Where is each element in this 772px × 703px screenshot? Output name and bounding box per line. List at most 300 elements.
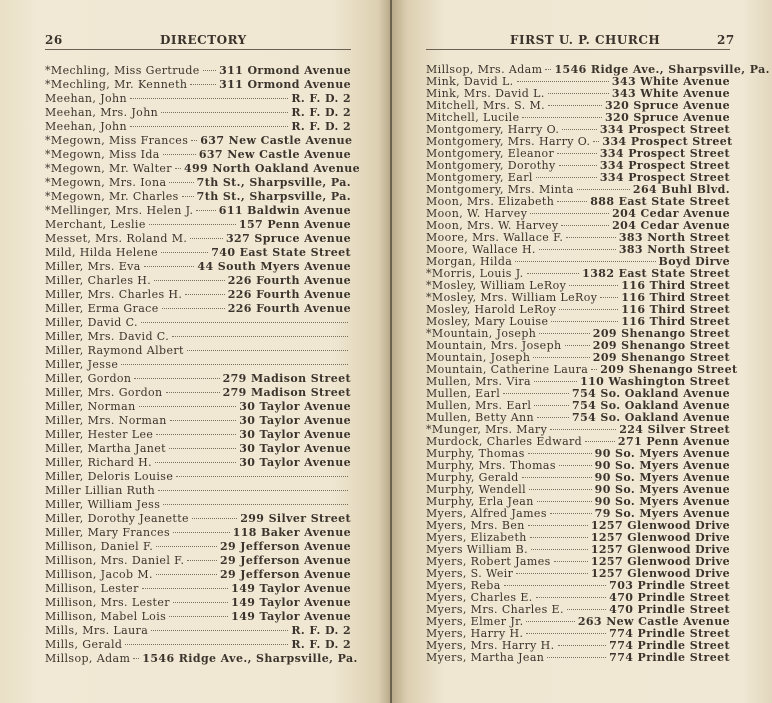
dot-leader xyxy=(504,585,606,586)
entry-name: *Munger, Mrs. Mary xyxy=(426,423,548,436)
directory-entry xyxy=(45,288,351,302)
header-rule xyxy=(45,49,351,50)
entry-name: Miller, Raymond Albert xyxy=(45,344,184,357)
entry-address: 271 Penn Avenue xyxy=(617,435,730,448)
entry-name: Millison, Daniel F. xyxy=(45,540,154,553)
entry-name: *Morris, Louis J. xyxy=(426,267,524,280)
dot-leader xyxy=(517,81,609,82)
entry-address: R. F. D. 2 xyxy=(291,638,351,651)
entry-address: 470 Prindle Street xyxy=(609,591,730,604)
directory-entry xyxy=(45,372,351,386)
entry-name: Mills, Gerald xyxy=(45,638,123,651)
dot-leader xyxy=(169,182,193,183)
dot-leader xyxy=(151,630,288,631)
entry-address: 888 East State Street xyxy=(590,195,730,208)
entry-name: Murdock, Charles Edward xyxy=(426,435,583,448)
entry-address: 754 So. Oakland Avenue xyxy=(572,387,730,400)
entry-name: Miller, Deloris Louise xyxy=(45,470,174,483)
directory-entry xyxy=(45,386,351,400)
entry-address: 343 White Avenue xyxy=(611,87,730,100)
dot-leader xyxy=(533,357,589,358)
entry-address: R. F. D. 2 xyxy=(291,106,351,119)
entry-name: Mink, Mrs. David L. xyxy=(426,87,545,100)
entry-name: Myers, Harry H. xyxy=(426,627,524,640)
directory-entry xyxy=(45,344,351,358)
dot-leader xyxy=(121,364,348,365)
dot-leader xyxy=(534,405,569,406)
dot-leader xyxy=(551,321,618,322)
dot-leader xyxy=(162,308,225,309)
dot-leader xyxy=(539,249,616,250)
entry-address: 149 Taylor Avenue xyxy=(231,596,351,609)
dot-leader xyxy=(175,168,181,169)
dot-leader xyxy=(169,448,236,449)
dot-leader xyxy=(548,105,602,106)
directory-entry xyxy=(45,316,351,330)
entry-name: *Mechling, Mr. Kenneth xyxy=(45,78,188,91)
directory-entry xyxy=(45,204,351,218)
dot-leader xyxy=(547,657,606,658)
entry-name: Messet, Mrs. Roland M. xyxy=(45,232,188,245)
dot-leader xyxy=(163,154,196,155)
entry-name: Montgomery, Mrs. Minta xyxy=(426,183,574,196)
entry-name: *Mellinger, Mrs. Helen J. xyxy=(45,204,194,217)
entry-address: 320 Spruce Avenue xyxy=(604,111,730,124)
entry-address: 149 Taylor Avenue xyxy=(231,582,351,595)
dot-leader xyxy=(154,280,225,281)
entry-name: Miller, Hester Lee xyxy=(45,428,154,441)
dot-leader xyxy=(130,98,288,99)
entry-address: 311 Ormond Avenue xyxy=(219,64,351,77)
dot-leader xyxy=(557,153,597,154)
entry-address: 116 Third Street xyxy=(621,315,730,328)
entry-address: 754 So. Oakland Avenue xyxy=(572,399,730,412)
directory-entry xyxy=(45,302,351,316)
dot-leader xyxy=(172,336,348,337)
directory-entry xyxy=(45,78,351,92)
directory-list xyxy=(45,64,361,666)
dot-leader xyxy=(203,70,216,71)
dot-leader xyxy=(169,616,228,617)
entry-name: Moon, Mrs. W. Harvey xyxy=(426,219,559,232)
entry-name: Meehan, John xyxy=(45,92,128,105)
directory-entry xyxy=(45,134,351,148)
dot-leader xyxy=(567,609,606,610)
entry-address: 1257 Glenwood Drive xyxy=(590,519,730,532)
entry-name: Millsop, Mrs. Adam xyxy=(426,63,543,76)
entry-name: Mosley, Mary Louise xyxy=(426,315,549,328)
entry-name: *Megown, Mr. Walter xyxy=(45,162,172,175)
dot-leader xyxy=(565,345,590,346)
dot-leader xyxy=(158,490,348,491)
directory-entry xyxy=(45,330,351,344)
entry-name: Mullen, Mrs. Vira xyxy=(426,375,532,388)
entry-address: 703 Prindle Street xyxy=(609,579,730,592)
entry-name: Meehan, Mrs. John xyxy=(45,106,159,119)
entry-address: 29 Jefferson Avenue xyxy=(219,568,351,581)
dot-leader xyxy=(139,406,237,407)
entry-name: *Megown, Mrs. Iona xyxy=(45,176,167,189)
dot-leader xyxy=(176,476,348,477)
entry-name: Myers, Martha Jean xyxy=(426,651,545,664)
entry-name: Myers, Robert James xyxy=(426,555,551,568)
directory-entry xyxy=(45,470,351,484)
entry-address: 299 Silver Street xyxy=(240,512,351,525)
directory-entry xyxy=(45,596,351,610)
directory-entry xyxy=(45,498,351,512)
entry-address: 263 New Castle Avenue xyxy=(577,615,730,628)
directory-list xyxy=(426,63,770,664)
entry-address: 740 East State Street xyxy=(211,246,351,259)
directory-entry xyxy=(45,526,351,540)
dot-leader xyxy=(515,261,655,262)
dot-leader xyxy=(537,501,592,502)
dot-leader xyxy=(559,309,618,310)
entry-address: 116 Third Street xyxy=(621,303,730,316)
entry-name: Myers, Charles E. xyxy=(426,591,533,604)
dot-leader xyxy=(173,602,228,603)
header-rule xyxy=(426,49,730,50)
entry-address: 334 Prospect Street xyxy=(599,171,730,184)
directory-entry xyxy=(45,638,351,652)
entry-address: 774 Prindle Street xyxy=(609,627,730,640)
entry-name: Moore, Wallace H. xyxy=(426,243,536,256)
entry-name: Miller, Charles H. xyxy=(45,274,152,287)
entry-address: 7th St., Sharpsville, Pa. xyxy=(196,176,351,189)
directory-entry xyxy=(45,652,358,666)
dot-leader xyxy=(161,252,208,253)
directory-entry xyxy=(45,442,351,456)
dot-leader xyxy=(527,273,580,274)
dot-leader xyxy=(550,513,592,514)
entry-name: Millison, Mabel Lois xyxy=(45,610,167,623)
dot-leader xyxy=(559,165,597,166)
entry-address: 209 Shenango Street xyxy=(600,363,738,376)
dot-leader xyxy=(196,210,215,211)
entry-address: 226 Fourth Avenue xyxy=(227,288,351,301)
directory-entry xyxy=(45,582,351,596)
dot-leader xyxy=(166,392,220,393)
entry-name: Murphy, Thomas xyxy=(426,447,525,460)
entry-name: Miller, Norman xyxy=(45,400,136,413)
entry-address: 116 Third Street xyxy=(621,291,730,304)
dot-leader xyxy=(170,420,236,421)
entry-name: Montgomery, Dorothy xyxy=(426,159,556,172)
dot-leader xyxy=(125,644,288,645)
entry-name: Montgomery, Earl xyxy=(426,171,533,184)
dot-leader xyxy=(149,224,236,225)
entry-address: 30 Taylor Avenue xyxy=(239,400,351,413)
dot-leader xyxy=(522,477,592,478)
directory-entry xyxy=(45,64,351,78)
entry-address: 226 Fourth Avenue xyxy=(227,274,351,287)
entry-address: 1546 Ridge Ave., Sharpsville, Pa. xyxy=(142,652,358,665)
entry-address: 383 North Street xyxy=(618,243,730,256)
directory-entry xyxy=(45,106,351,120)
dot-leader xyxy=(526,621,574,622)
entry-name: Myers, S. Weir xyxy=(426,567,514,580)
directory-entry xyxy=(45,218,351,232)
dot-leader xyxy=(577,189,630,190)
entry-name: *Mechling, Miss Gertrude xyxy=(45,64,200,77)
directory-entry xyxy=(45,190,351,204)
directory-entry xyxy=(45,92,351,106)
dot-leader xyxy=(548,93,609,94)
entry-name: Miller, Dorothy Jeanette xyxy=(45,512,189,525)
dot-leader xyxy=(528,453,592,454)
entry-address: 226 Fourth Avenue xyxy=(227,302,351,315)
entry-name: Mosley, Harold LeRoy xyxy=(426,303,557,316)
entry-name: Merchant, Leslie xyxy=(45,218,146,231)
entry-address: 311 Ormond Avenue xyxy=(219,78,351,91)
entry-address: 204 Cedar Avenue xyxy=(612,207,730,220)
entry-name: Miller Lillian Ruth xyxy=(45,484,156,497)
entry-address: 334 Prospect Street xyxy=(599,147,730,160)
entry-name: Miller, Mrs. Norman xyxy=(45,414,167,427)
dot-leader xyxy=(134,378,219,379)
entry-address: 334 Prospect Street xyxy=(599,159,730,172)
directory-entry xyxy=(426,652,730,664)
dot-leader xyxy=(163,504,348,505)
directory-entry xyxy=(45,456,351,470)
dot-leader xyxy=(536,177,597,178)
entry-name: Mountain, Mrs. Joseph xyxy=(426,339,562,352)
dot-leader xyxy=(530,213,609,214)
dot-leader xyxy=(530,537,588,538)
entry-address: 209 Shenango Street xyxy=(592,351,730,364)
entry-name: Mullen, Betty Ann xyxy=(426,411,535,424)
entry-name: Murphy, Mrs. Thomas xyxy=(426,459,556,472)
entry-name: Mullen, Earl xyxy=(426,387,501,400)
entry-name: Myers, Mrs. Ben xyxy=(426,519,525,532)
entry-name: Meehan, John xyxy=(45,120,128,133)
entry-name: Miller, Mrs. Gordon xyxy=(45,386,163,399)
entry-address: 204 Cedar Avenue xyxy=(612,219,730,232)
entry-address: Boyd Dirve xyxy=(658,255,730,268)
dot-leader xyxy=(537,417,569,418)
dot-leader xyxy=(156,434,236,435)
dot-leader xyxy=(503,393,569,394)
dot-leader xyxy=(192,518,237,519)
entry-name: Moon, Mrs. Elizabeth xyxy=(426,195,555,208)
entry-address: 44 South Myers Avenue xyxy=(197,260,351,273)
entry-address: 327 Spruce Avenue xyxy=(225,232,351,245)
entry-address: 90 So. Myers Avenue xyxy=(594,495,730,508)
dot-leader xyxy=(156,546,217,547)
entry-name: *Megown, Miss Frances xyxy=(45,134,189,147)
entry-address: 637 New Castle Avenue xyxy=(198,148,351,161)
entry-name: Mountain, Catherine Laura xyxy=(426,363,589,376)
entry-address: 30 Taylor Avenue xyxy=(239,456,351,469)
entry-address: 116 Third Street xyxy=(621,279,730,292)
page-number: 27 xyxy=(717,33,735,47)
dot-leader xyxy=(141,322,348,323)
entry-name: Moon, W. Harvey xyxy=(426,207,528,220)
directory-entry xyxy=(45,400,351,414)
directory-entry xyxy=(45,428,351,442)
entry-address: 29 Jefferson Avenue xyxy=(219,540,351,553)
entry-name: *Mosley, William LeRoy xyxy=(426,279,567,292)
entry-address: 637 New Castle Avenue xyxy=(200,134,353,147)
entry-address: 774 Prindle Street xyxy=(609,639,730,652)
entry-name: Miller, Mrs. Eva xyxy=(45,260,141,273)
dot-leader xyxy=(161,112,288,113)
dot-leader xyxy=(557,201,587,202)
entry-name: *Mosley, Mrs. William LeRoy xyxy=(426,291,598,304)
entry-name: Montgomery, Mrs. Harry O. xyxy=(426,135,591,148)
entry-name: Myers, Alfred James xyxy=(426,507,547,520)
entry-address: 383 North Street xyxy=(618,231,730,244)
entry-address: 611 Baldwin Avenue xyxy=(218,204,351,217)
entry-name: Morgan, Hilda xyxy=(426,255,513,268)
entry-name: Myers, Mrs. Charles E. xyxy=(426,603,564,616)
entry-address: 30 Taylor Avenue xyxy=(239,442,351,455)
dot-leader xyxy=(173,532,230,533)
entry-address: 209 Shenango Street xyxy=(592,339,730,352)
dot-leader xyxy=(554,561,588,562)
directory-entry xyxy=(45,610,351,624)
entry-name: Myers, Reba xyxy=(426,579,501,592)
entry-name: Mills, Mrs. Laura xyxy=(45,624,149,637)
dot-leader xyxy=(558,645,607,646)
entry-address: 1257 Glenwood Drive xyxy=(590,531,730,544)
directory-entry xyxy=(45,274,351,288)
dot-leader xyxy=(190,238,223,239)
entry-address: 29 Jefferson Avenue xyxy=(219,554,351,567)
entry-name: Miller, David C. xyxy=(45,316,138,329)
entry-address: 1257 Glenwood Drive xyxy=(590,543,730,556)
dot-leader xyxy=(539,333,590,334)
entry-address: 118 Baker Avenue xyxy=(232,526,351,539)
dot-leader xyxy=(516,573,587,574)
directory-entry xyxy=(45,358,351,372)
entry-name: Mitchell, Mrs. S. M. xyxy=(426,99,546,112)
dot-leader xyxy=(545,69,551,70)
entry-address: 110 Washington Street xyxy=(580,375,730,388)
directory-entry xyxy=(45,568,351,582)
entry-name: Millison, Mrs. Daniel F. xyxy=(45,554,185,567)
entry-address: 279 Madison Street xyxy=(222,386,351,399)
entry-name: Miller, Gordon xyxy=(45,372,132,385)
dot-leader xyxy=(156,574,217,575)
directory-entry xyxy=(45,120,351,134)
entry-name: Myers, Mrs. Harry H. xyxy=(426,639,555,652)
entry-address: 774 Prindle Street xyxy=(609,651,730,664)
directory-entry xyxy=(45,162,361,176)
directory-entry xyxy=(45,554,351,568)
dot-leader xyxy=(528,525,588,526)
entry-name: Miller, Mrs. David C. xyxy=(45,330,170,343)
directory-entry xyxy=(45,246,351,260)
entry-address: 90 So. Myers Avenue xyxy=(594,447,730,460)
entry-address: 499 North Oakland Avenue xyxy=(183,162,361,175)
directory-entry xyxy=(45,624,351,638)
entry-address: 7th St., Sharpsville, Pa. xyxy=(196,190,351,203)
dot-leader xyxy=(130,126,288,127)
dot-leader xyxy=(593,141,599,142)
entry-address: 209 Shenango Street xyxy=(592,327,730,340)
dot-leader xyxy=(585,441,615,442)
directory-entry xyxy=(45,176,351,190)
dot-leader xyxy=(566,237,615,238)
dot-leader xyxy=(185,294,224,295)
entry-name: *Megown, Miss Ida xyxy=(45,148,160,161)
entry-name: Miller, Martha Janet xyxy=(45,442,166,455)
entry-name: Millison, Mrs. Lester xyxy=(45,596,170,609)
page-header: DIRECTORY xyxy=(160,33,247,47)
entry-address: 264 Buhl Blvd. xyxy=(632,183,730,196)
entry-name: Mitchell, Lucile xyxy=(426,111,520,124)
entry-address: 279 Madison Street xyxy=(222,372,351,385)
entry-name: Myers, Elizabeth xyxy=(426,531,527,544)
dot-leader xyxy=(531,549,588,550)
entry-address: 90 So. Myers Avenue xyxy=(594,483,730,496)
entry-name: Miller, Erma Grace xyxy=(45,302,159,315)
dot-leader xyxy=(536,597,606,598)
entry-address: 1257 Glenwood Drive xyxy=(590,555,730,568)
entry-address: 224 Silver Street xyxy=(619,423,730,436)
dot-leader xyxy=(144,266,195,267)
dot-leader xyxy=(142,588,228,589)
entry-name: Montgomery, Harry O. xyxy=(426,123,560,136)
page-header: FIRST U. P. CHURCH xyxy=(510,33,661,47)
dot-leader xyxy=(600,297,618,298)
entry-address: 343 White Avenue xyxy=(611,75,730,88)
entry-address: 1382 East State Street xyxy=(582,267,730,280)
page-number: 26 xyxy=(45,33,63,47)
entry-name: Miller, Mary Frances xyxy=(45,526,171,539)
entry-name: Montgomery, Eleanor xyxy=(426,147,555,160)
entry-name: Mullen, Mrs. Earl xyxy=(426,399,532,412)
entry-address: 334 Prospect Street xyxy=(599,123,730,136)
entry-address: R. F. D. 2 xyxy=(291,120,351,133)
dot-leader xyxy=(190,84,216,85)
dot-leader xyxy=(559,465,592,466)
dot-leader xyxy=(526,633,606,634)
entry-name: Millison, Lester xyxy=(45,582,139,595)
entry-address: 320 Spruce Avenue xyxy=(604,99,730,112)
dot-leader xyxy=(187,350,348,351)
entry-name: Murphy, Wendell xyxy=(426,483,527,496)
directory-entry xyxy=(45,484,351,498)
entry-address: 334 Prospect Street xyxy=(602,135,733,148)
entry-address: 470 Prindle Street xyxy=(609,603,730,616)
entry-name: Myers William B. xyxy=(426,543,529,556)
entry-name: Mink, David L. xyxy=(426,75,514,88)
entry-address: 1546 Ridge Ave., Sharpsville, Pa. xyxy=(554,63,770,76)
directory-entry xyxy=(45,148,351,162)
dot-leader xyxy=(534,381,577,382)
entry-name: Miller, William Jess xyxy=(45,498,161,511)
dot-leader xyxy=(182,196,194,197)
entry-address: 157 Penn Avenue xyxy=(238,218,351,231)
entry-address: 30 Taylor Avenue xyxy=(239,428,351,441)
entry-name: Miller, Richard H. xyxy=(45,456,153,469)
entry-address: R. F. D. 2 xyxy=(291,92,351,105)
entry-address: 90 So. Myers Avenue xyxy=(594,459,730,472)
entry-name: Murphy, Erla Jean xyxy=(426,495,534,508)
dot-leader xyxy=(591,369,597,370)
directory-entry xyxy=(45,512,351,526)
entry-name: Moore, Mrs. Wallace F. xyxy=(426,231,564,244)
dot-leader xyxy=(562,129,597,130)
dot-leader xyxy=(529,489,592,490)
directory-entry xyxy=(45,232,351,246)
entry-name: Mild, Hilda Helene xyxy=(45,246,158,259)
entry-name: Millsop, Adam xyxy=(45,652,131,665)
entry-address: 79 So. Myers Avenue xyxy=(594,507,730,520)
entry-address: 90 So. Myers Avenue xyxy=(594,471,730,484)
